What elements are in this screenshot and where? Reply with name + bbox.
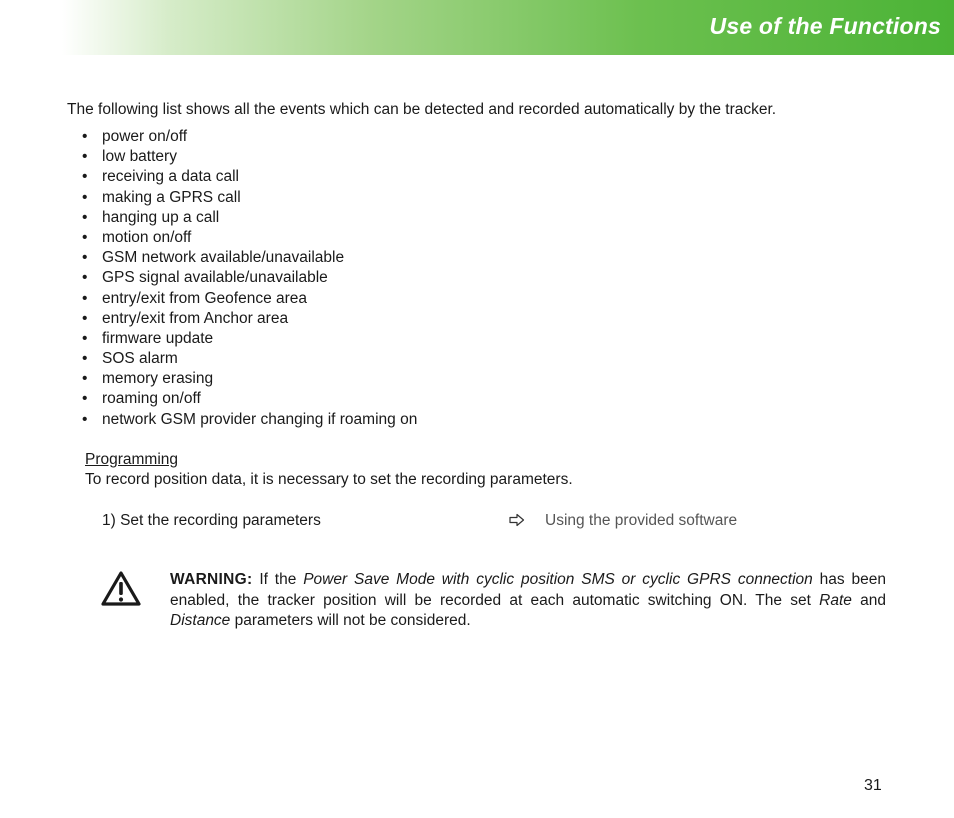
bullet: • — [82, 208, 88, 226]
list-item — [82, 349, 417, 369]
list-item — [82, 228, 417, 248]
bullet: • — [82, 329, 88, 347]
bullet: • — [82, 410, 88, 428]
step-label: 1) Set the recording parameters — [102, 512, 321, 529]
bullet: • — [82, 269, 88, 287]
list-item-text: GSM network available/unavailable — [102, 249, 345, 267]
list-item-text: motion on/off — [102, 228, 192, 246]
list-item — [82, 147, 417, 167]
page-number: 31 — [864, 777, 882, 794]
list-item-text: GPS signal available/unavailable — [102, 269, 328, 287]
bullet: • — [82, 188, 88, 206]
arrow-right-icon — [508, 512, 526, 528]
bullet: • — [82, 249, 88, 267]
programming-heading: Programming — [85, 451, 179, 468]
list-item-text: firmware update — [102, 329, 214, 347]
bullet: • — [82, 128, 88, 145]
list-item-text: power on/off — [102, 128, 188, 145]
bullet: • — [82, 390, 88, 408]
step-method: Using the provided software — [545, 512, 738, 529]
list-item — [82, 329, 417, 349]
warning-rate-term: Rate — [819, 591, 852, 609]
bullet: • — [82, 370, 88, 388]
list-item — [82, 208, 417, 228]
list-item — [82, 127, 417, 147]
list-item-text: receiving a data call — [102, 168, 239, 186]
list-item — [82, 389, 417, 409]
warning-label: WARNING: — [170, 571, 253, 588]
list-item-text: roaming on/off — [102, 390, 201, 408]
warning-text-part: and — [851, 591, 886, 609]
list-item-text: SOS alarm — [102, 350, 178, 368]
bullet: • — [82, 228, 88, 246]
section-title: Use of the Functions — [709, 13, 941, 39]
warning-distance-term: Distance — [170, 612, 231, 629]
bullet: • — [82, 168, 88, 186]
list-item-text: entry/exit from Anchor area — [102, 309, 289, 327]
warning-text-part: parameters will not be considered. — [230, 612, 471, 629]
programming-text: To record position data, it is necessary to set the recording parameters. — [85, 471, 573, 488]
warning-mode-name: Power Save Mode with cyclic position SMS or cyclic GPRS connection — [303, 571, 813, 588]
list-item-text: low battery — [102, 148, 177, 166]
bullet: • — [82, 350, 88, 368]
list-item — [82, 268, 417, 288]
events-list — [82, 127, 417, 430]
intro-paragraph: The following list shows all the events which can be detected and recorded automatically by the tracker. — [67, 101, 777, 118]
list-item-text: making a GPRS call — [102, 188, 241, 206]
list-item — [82, 289, 417, 309]
warning-text-part: If the — [252, 571, 304, 588]
warning-text-part: has been enabled, the tracker position will be recorded at each automatic switching ON. The set — [170, 571, 886, 609]
list-item-text: network GSM provider changing if roaming on — [102, 410, 418, 428]
list-item — [82, 309, 417, 329]
warning-text — [170, 570, 886, 632]
list-item — [82, 167, 417, 187]
bullet: • — [82, 148, 88, 166]
bullet: • — [82, 309, 88, 327]
list-item-text: entry/exit from Geofence area — [102, 289, 308, 307]
list-item-text: hanging up a call — [102, 208, 220, 226]
list-item — [82, 248, 417, 268]
list-item — [82, 410, 417, 430]
list-item-text: memory erasing — [102, 370, 214, 388]
warning-triangle-icon — [100, 570, 142, 608]
list-item — [82, 369, 417, 389]
list-item — [82, 188, 417, 208]
bullet: • — [82, 289, 88, 307]
